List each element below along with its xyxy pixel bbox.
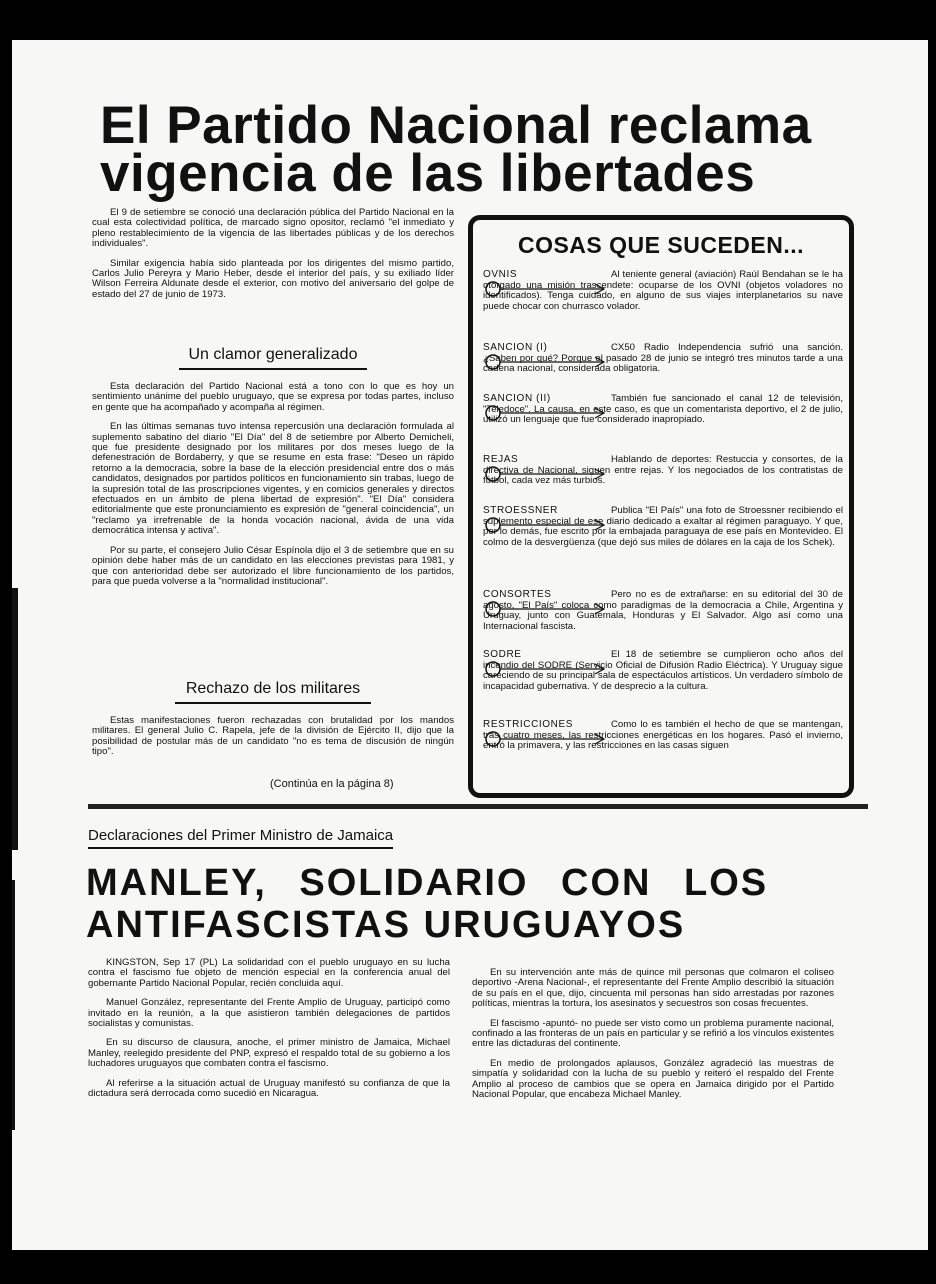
arrow-icon xyxy=(485,661,607,677)
article2-headline-line2: ANTIFASCISTAS URUGUAYOS xyxy=(86,904,686,946)
box-entry-sancion-1 xyxy=(483,343,843,375)
article2-paragraph: Al referirse a la situación actual de Uruguay manifestó su confianza de que la dictadura será derrocada como sucedió en Nicaragua. xyxy=(88,1077,450,1100)
article2-left-column xyxy=(88,958,450,1108)
box-entry-sancion-2 xyxy=(483,394,843,426)
entry-tag: CONSORTES xyxy=(483,589,552,600)
entry-tag: STROESSNER xyxy=(483,505,558,516)
article1-paragraph: Esta declaración del Partido Nacional está a tono con lo que es hoy un sentimiento unánime del pueblo uruguayo, que se expresa por todas partes, incluso en gente que ha acompañado y acompaña al régimen. xyxy=(92,381,454,413)
article2-paragraph: El fascismo -apuntó- no puede ser visto como un problema puramente nacional, confinado a las fronteras de un país en particular y se refirió a los vínculos existentes entre las dictaduras del continente. xyxy=(472,1017,834,1050)
box-entry-restricciones xyxy=(483,720,843,752)
subhead-text: Rechazo de los militares xyxy=(185,680,361,697)
article1-body xyxy=(92,382,454,596)
entry-tag: OVNIS xyxy=(483,269,518,280)
newspaper-page xyxy=(12,40,928,1250)
article2-paragraph: KINGSTON, Sep 17 (PL) La solidaridad con el pueblo uruguayo en su lucha contra el fascismo fue objeto de mención especial en la conferencia anual del gobernante Partido Nacional Popular, recién concluida aquí. xyxy=(88,957,450,989)
arrow-icon xyxy=(485,405,607,421)
article2-headline-line1: MANLEY, SOLIDARIO CON LOS xyxy=(86,862,769,904)
continued-note: (Continúa en la página 8) xyxy=(270,778,394,790)
arrow-icon xyxy=(485,517,607,533)
article1-paragraph: Similar exigencia había sido planteada por los dirigentes del mismo partido, Carlos Julio Pereyra y Mario Heber, desde el interior del país, y su exiliado líder Wilson Ferreira Aldunate desde el exterior, con motivo del aniversario del golpe de estado del 27 de junio de 1973. xyxy=(92,257,454,300)
article2-headline xyxy=(86,862,866,946)
arrow-icon xyxy=(485,466,607,482)
article1-headline: El Partido Nacional reclama vigencia de las libertades xyxy=(100,96,812,203)
article2-right-column xyxy=(472,968,834,1109)
subhead-underline xyxy=(179,368,367,370)
edge-scan-mark xyxy=(12,588,18,850)
article1-subhead-clamor xyxy=(162,346,384,370)
box-title: COSAS QUE SUCEDEN... xyxy=(517,232,805,258)
article1-paragraph: El 9 de setiembre se conoció una declaración pública del Partido Nacional en la cual esta colectividad política, de marcado signo opositor, reclamó "el inmediato y pleno restablecimiento de la vigencia de las libertades públicas y de los derechos individuales". xyxy=(92,207,454,250)
article2-paragraph: En su intervención ante más de quince mil personas que colmaron el coliseo deportivo -Arena Nacional-, el representante del Frente Amplio describió la situación de su país en el que, dijo, cincuenta mil personas han sido arrestadas por razones políticas, mientras la tortura, los asesinatos y secuestros son cosas frecuentes. xyxy=(472,967,834,1010)
entry-tag: SODRE xyxy=(483,649,522,660)
box-entry-ovnis xyxy=(483,270,843,312)
article1-paragraph: Por su parte, el consejero Julio César Espínola dijo el 3 de setiembre que en su opinión debe haber más de un candidato en las elecciones previstas para 1981, y que con anterioridad debe ser autorizado el libre funcionamiento de los partidos, para que pueda volverse a la "normalidad institucional". xyxy=(92,544,454,587)
kicker-text: Declaraciones del Primer Ministro de Jamaica xyxy=(88,827,394,844)
entry-text: CX50 Radio Independencia sufrió una sanción. ¿Saben por qué? Porque el pasado 28 de junio se integró tres minutos tarde a una cadena nacional, considerada obligatoria. xyxy=(483,342,843,375)
subhead-text: Un clamor generalizado xyxy=(188,346,358,363)
kicker-underline xyxy=(88,847,393,849)
entry-text: Publica "El País" una foto de Stroessner recibiendo el suplemento especial de ese diario dedicado a exaltar al régimen paraguayo. Y que, por lo demás, fue escrito por la embajada paraguaya de ese país en Montevideo. El colmo de la desvergüenza (que dejó sus miles de dólares en la caja de los Schek). xyxy=(483,505,843,548)
box-entry-sodre xyxy=(483,650,843,692)
section-divider xyxy=(88,804,868,809)
entry-text: Al teniente general (aviación) Raúl Bendahan se le ha otorgado una misión trascendete: ocuparse de los OVNI (objetos voladores no identificados). Tenga cuidado, en alguno de sus viajes interplanetarios su nave puede chocar con churrasco volador. xyxy=(483,269,843,312)
entry-text: Pero no es de extrañarse: en su editorial del 30 de agosto, "El País" coloca como paradigmas de la democracia a Chile, Argentina y Uruguay, junto con Guatemala, Honduras y El Salvador. Algo así como una Internacional fascista. xyxy=(483,589,843,632)
entry-text: El 18 de setiembre se cumplieron ocho años del incendio del SODRE (Servicio Oficial de Difusión Radio Eléctrica). Y Uruguay sigue careciendo de su principal sala de espectáculos artísticos. Un verdadero símbolo de incapacidad gubernativa. Y de desprecio a la cultura. xyxy=(483,649,843,692)
entry-tag: REJAS xyxy=(483,454,519,465)
article2-paragraph: Manuel González, representante del Frente Amplio de Uruguay, participó como invitado en la reunión, a la que asistieron también delegaciones de partidos socialistas y comunistas. xyxy=(88,997,450,1030)
article1-paragraph: Estas manifestaciones fueron rechazadas con brutalidad por los mandos militares. El general Julio C. Rapela, jefe de la división de Ejército II, dijo que la posibilidad de postular más de un candidato "no es tema de discusión de ningún tipo". xyxy=(92,715,454,758)
subhead-underline xyxy=(175,702,371,704)
article1-subhead-rechazo xyxy=(162,680,384,704)
box-entry-rejas xyxy=(483,455,843,487)
entry-text: Hablando de deportes: Restuccia y consortes, de la directiva de Nacional, siguen entre rejas. Y los negociados de los contratistas de fútbol, cada vez más turbios. xyxy=(483,454,843,487)
entry-text: Como lo es también el hecho de que se mantengan, tras cuatro meses, las restricciones energéticas en los hogares. Pasó el invierno, entró la primavera, y las restricciones en las casas siguen xyxy=(483,719,843,752)
box-entry-stroessner xyxy=(483,506,843,548)
arrow-icon xyxy=(485,281,607,297)
box-entry-consortes xyxy=(483,590,843,632)
entry-tag: SANCION (I) xyxy=(483,342,548,353)
entry-tag: RESTRICCIONES xyxy=(483,719,574,730)
article2-kicker xyxy=(88,827,393,849)
edge-scan-mark xyxy=(12,880,15,1130)
article1-intro xyxy=(92,208,454,309)
entry-text: También fue sancionado el canal 12 de televisión, "Teledoce". La causa, en este caso, es que un comentarista deportivo, el 2 de julio, utilizó un lenguaje que fue considerado inapropiado. xyxy=(483,393,843,426)
arrow-icon xyxy=(485,601,607,617)
article2-paragraph: En su discurso de clausura, anoche, el primer ministro de Jamaica, Michael Manley, reelegido presidente del PNP, expresó el respaldo total de su gobierno a los luchadores uruguayos que combaten contra el fascismo. xyxy=(88,1037,450,1070)
article1-paragraph: En las últimas semanas tuvo intensa repercusión una declaración formulada al suplemento sabatino del diario "El Día" del 8 de setiembre por Alberto Demicheli, que fue presidente designado por los militares por dos meses luego de la defenestración de Bordaberry, y que se resume en esta frase: "Deseo un rápido retorno a la democracia, sobre la base de la elección presidencial entre dos o más candidatos, designados por partidos políticos en funcionamiento sin trabas, luego de la supresión total de las proscripciones vigentes, y en comicios generales y directos efectuados en un ámbito de plena libertad de expresión". "El Día" considera editorialmente que este pronunciamiento es expresión de "general coincidencia", un "reclamo ya irrefrenable de la honda vocación nacional, ávida de una vida democrática intensa y activa". xyxy=(92,421,454,537)
arrow-icon xyxy=(485,731,607,747)
article1-body-end xyxy=(92,716,454,767)
cosas-que-suceden-box xyxy=(468,215,854,798)
arrow-icon xyxy=(485,354,607,370)
article2-paragraph: En medio de prolongados aplausos, González agradeció las muestras de simpatía y solidaridad con la lucha de su pueblo y reiteró el respaldo del Frente Amplio al proceso de cambios que se opera en Jamaica dirigido por el Partido Nacional Popular, que encabeza Michael Manley. xyxy=(472,1057,834,1101)
entry-tag: SANCION (II) xyxy=(483,393,551,404)
